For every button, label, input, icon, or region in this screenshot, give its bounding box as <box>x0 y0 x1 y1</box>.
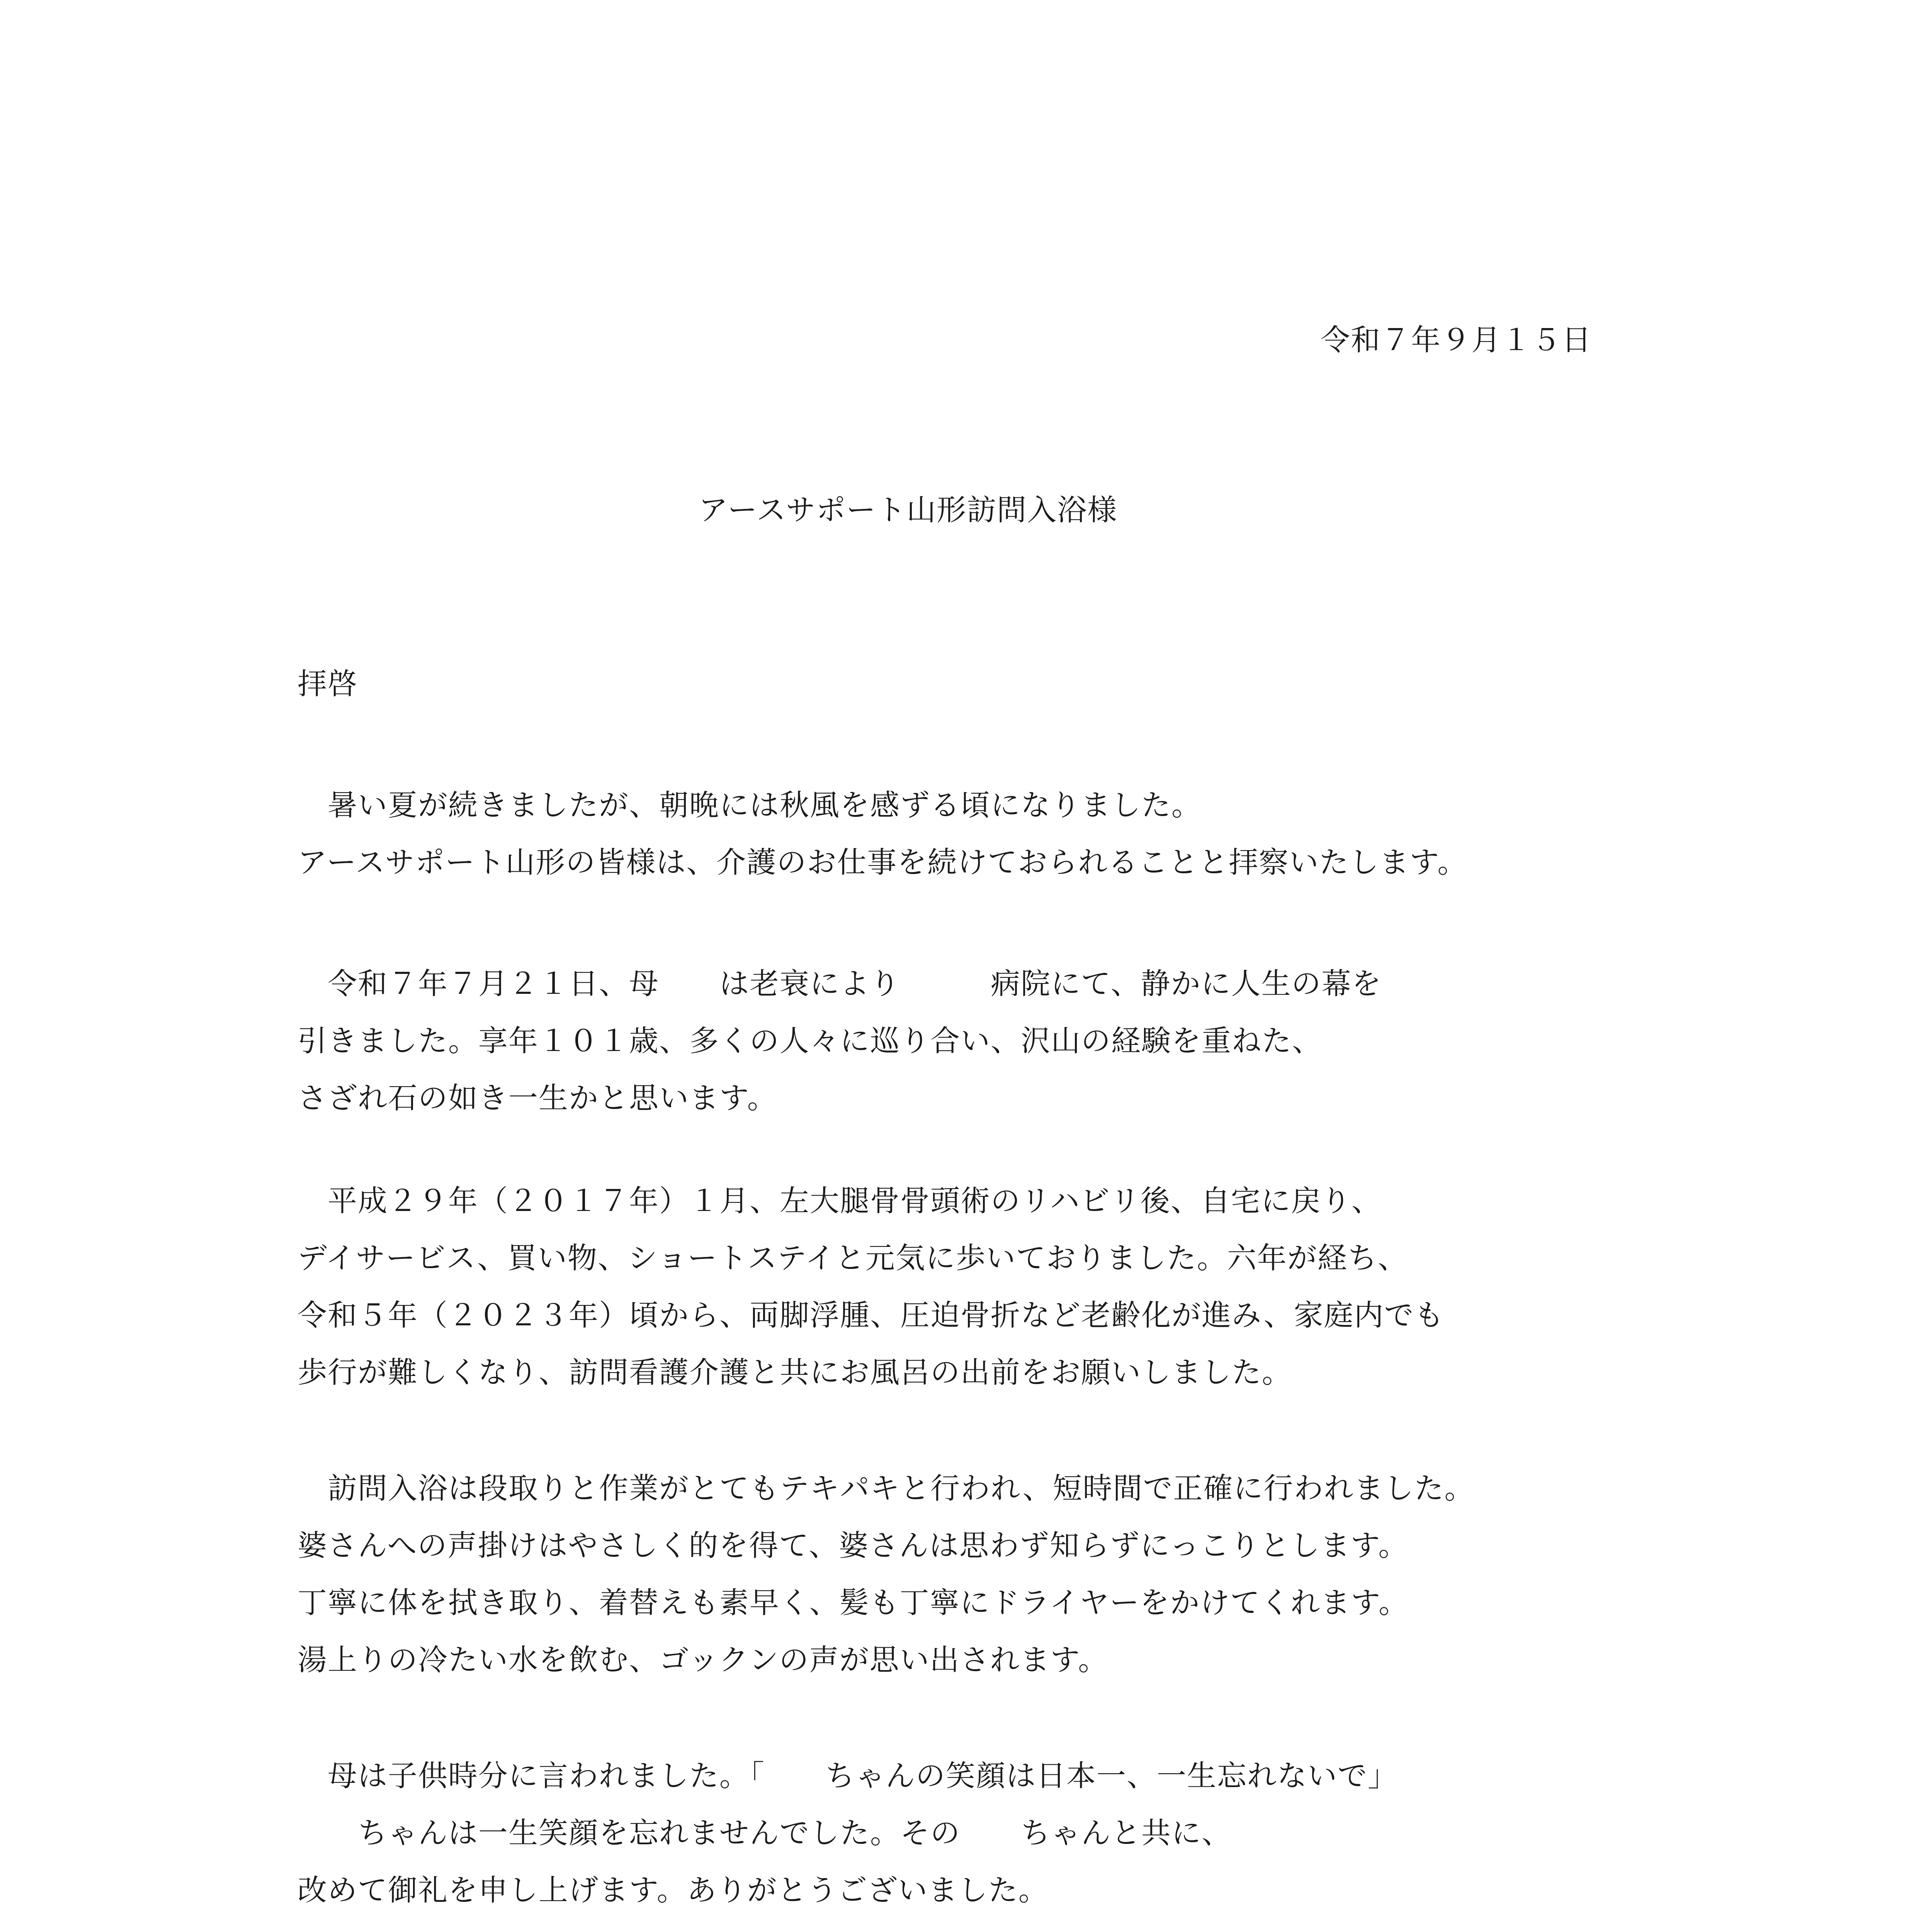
paragraph-2-line-3: さざれ石の如き一生かと思います。 <box>298 1081 777 1115</box>
paragraph-1-line-2: アースサポート山形の皆様は、介護のお仕事を続けておられることと拝察いたします。 <box>298 845 1468 879</box>
paragraph-2-line-2: 引きました。享年１０１歳、多くの人々に巡り合い、沢山の経験を重ねた、 <box>298 1024 1322 1058</box>
letter-recipient: アースサポート山形訪問入浴様 <box>698 493 1118 527</box>
paragraph-5-line-3: 改めて御礼を申し上げます。ありがとうございました。 <box>298 1873 1049 1907</box>
letter-opening: 拝啓 <box>298 667 358 701</box>
paragraph-3-line-2: デイサービス、買い物、ショートステイと元気に歩いておりました。六年が経ち、 <box>298 1241 1408 1275</box>
paragraph-3-line-1: 平成２９年（２０１７年）１月、左大腿骨骨頭術のリハビリ後、自宅に戻り、 <box>298 1184 1382 1218</box>
letter-date: 令和７年９月１５日 <box>1321 323 1592 357</box>
paragraph-4-line-4: 湯上りの冷たい水を飲む、ゴックンの声が思い出されます。 <box>298 1643 1108 1677</box>
paragraph-4-line-3: 丁寧に体を拭き取り、着替えも素早く、髪も丁寧にドライヤーをかけてくれます。 <box>298 1585 1409 1620</box>
paragraph-2-line-1: 令和７年７月２１日、母 は老衰により 病院にて、静かに人生の幕を <box>298 966 1382 1001</box>
paragraph-3-line-4: 歩行が難しくなり、訪問看護介護と共にお風呂の出前をお願いしました。 <box>298 1355 1292 1389</box>
paragraph-4-line-2: 婆さんへの声掛けはやさしく的を得て、婆さんは思わず知らずにっこりとします。 <box>298 1528 1409 1563</box>
paragraph-4-line-1: 訪問入浴は段取りと作業がとてもテキパキと行われ、短時間で正確に行われました。 <box>298 1471 1475 1505</box>
paragraph-5-line-2: ちゃんは一生笑顔を忘れませんでした。その ちゃんと共に、 <box>298 1816 1232 1850</box>
paragraph-3-line-3: 令和５年（２０２３年）頃から、両脚浮腫、圧迫骨折など老齢化が進み、家庭内でも <box>298 1298 1445 1332</box>
paragraph-1-line-1: 暑い夏が続きましたが、朝晩には秋風を感ずる頃になりました。 <box>298 788 1202 822</box>
paragraph-5-line-1: 母は子供時分に言われました。「 ちゃんの笑顔は日本一、一生忘れないで」 <box>298 1759 1398 1793</box>
